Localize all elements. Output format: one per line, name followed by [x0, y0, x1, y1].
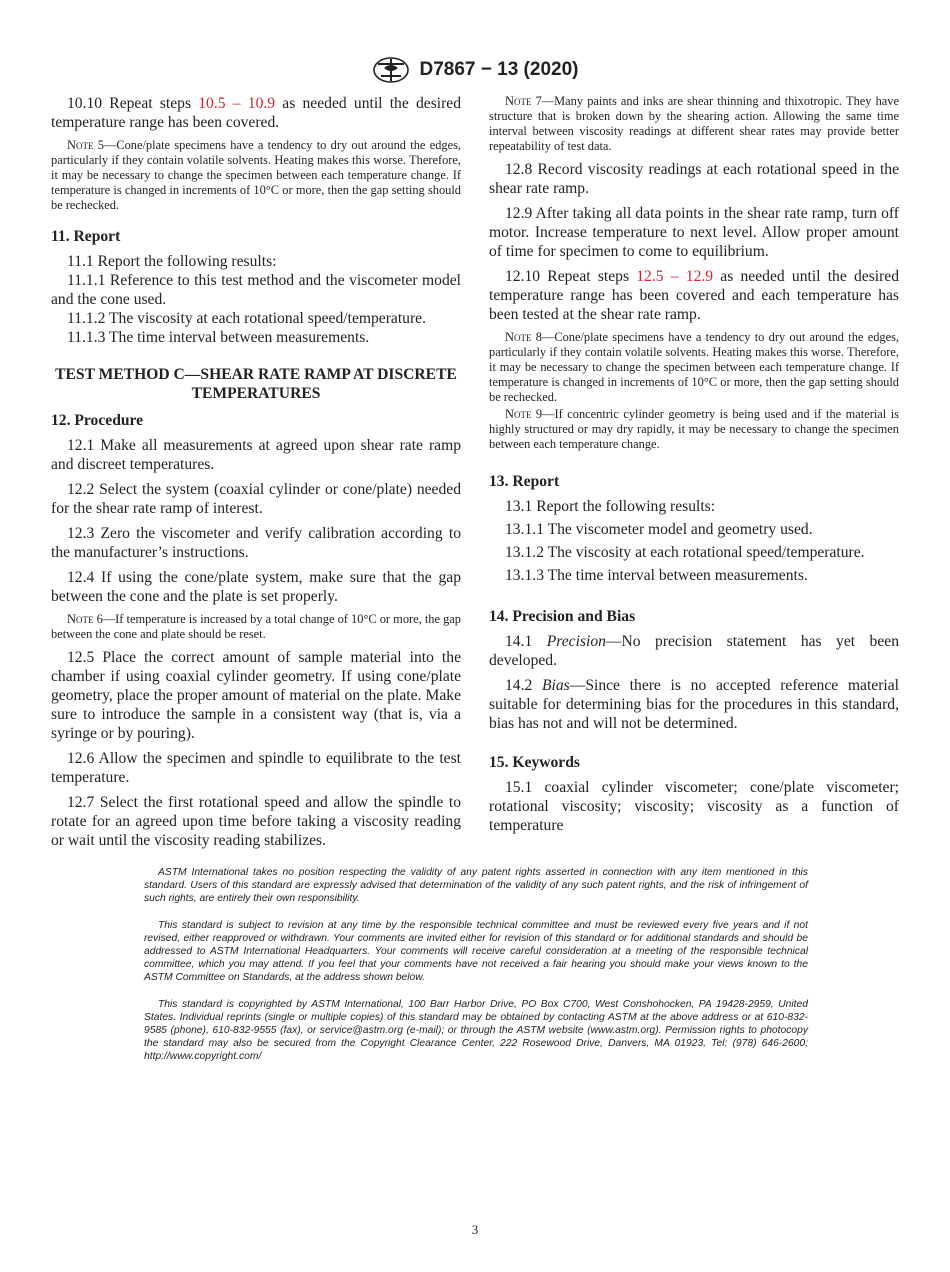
footer-revision-notice: This standard is subject to revision at any time by the responsible technical committee and must be reviewed every five years and if not revised, either reapproved or withdrawn. Your comments are invited either for revision of this standard or for additional standards and should be addressed to ASTM International Headquarters. Your comments will receive careful consideration at a meeting of the responsible technical committee, which you may attend. If you feel that your comments have not received a fair hearing you should make your views known to the ASTM Committee on Standards, at the address shown below. [144, 919, 808, 984]
page-number: 3 [471, 1222, 479, 1237]
para-13-1-3: 13.1.3 The time interval between measurements. [505, 567, 808, 584]
section-heading-11: 11. Report [51, 228, 121, 245]
para-12-2: 12.2 Select the system (coaxial cylinder or cone/plate) needed for the shear rate ramp of interest. [51, 481, 461, 517]
section-heading-14: 14. Precision and Bias [489, 608, 636, 625]
footer-copyright-notice: This standard is copyrighted by ASTM International, 100 Barr Harbor Drive, PO Box C700, West Conshohocken, PA 19428-2959, United States. Individual reprints (single or multiple copies) of this standard may be obtained by contacting ASTM at the above address or at 610-832-9585 (phone), 610-832-9555 (fax), or service@astm.org (e-mail); or through the ASTM website (www.astm.org). Permission rights to photocopy the standard may also be secured from the Copyright Clearance Center, 222 Rosewood Drive, Danvers, MA 01923, Tel: (978) 646-2600; http://www.copyright.com/ [144, 998, 808, 1063]
document-id: D7867 − 13 (2020) [419, 59, 579, 80]
para-14-1: 14.1 Precision—No precision statement has yet been developed. [489, 633, 899, 669]
para-11-1-2: 11.1.2 The viscosity at each rotational speed/temperature. [67, 310, 426, 327]
astm-logo-icon [372, 56, 410, 84]
para-12-10: 12.10 Repeat steps 12.5 – 12.9 as needed until the desired temperature range has been covered and each temperature has been tested at the shear rate ramp. [489, 268, 900, 323]
para-12-5: 12.5 Place the correct amount of sample material into the chamber if using coaxial cylinder geometry. If using cone/plate geometry, place the proper amount of material on the plate. Make sure to introduce the sample in a consistent way (that is, via a syringe or by pouring). [51, 649, 461, 742]
section-heading-13: 13. Report [489, 473, 560, 490]
para-14-2: 14.2 Bias—Since there is no accepted reference material suitable for determining bias for the procedures in this standard, bias has not and will not be determined. [489, 677, 899, 732]
para-12-4: 12.4 If using the cone/plate system, make sure that the gap between the cone and the plate is set properly. [51, 569, 461, 605]
page-header [0, 56, 950, 84]
note-7: Note 7—Many paints and inks are shear thinning and thixotropic. They have structure that is broken down by the shearing action. Allowing the same time interval between viscosity readings at different shear rates may provide better repeatability of test data. [489, 94, 899, 153]
para-11-1-3: 11.1.3 The time interval between measurements. [67, 329, 370, 346]
test-method-title: TEST METHOD C—SHEAR RATE RAMP AT DISCRETE TEMPERATURES [55, 366, 457, 402]
para-12-1: 12.1 Make all measurements at agreed upon shear rate ramp and discreet temperatures. [51, 437, 461, 473]
para-13-1-2: 13.1.2 The viscosity at each rotational speed/temperature. [505, 544, 865, 561]
left-column [51, 94, 461, 856]
para-12-3: 12.3 Zero the viscometer and verify calibration according to the manufacturer’s instructions. [51, 525, 461, 561]
right-column [489, 94, 899, 841]
note-9: Note 9—If concentric cylinder geometry is being used and if the material is highly structured or may dry rapidly, it may be necessary to change the specimen between each temperature change. [489, 407, 899, 451]
para-15-1: 15.1 coaxial cylinder viscometer; cone/plate viscometer; rotational viscosity; viscosity; viscosity as a function of temperature [489, 779, 899, 834]
footer-legal [144, 866, 808, 1064]
para-12-9: 12.9 After taking all data points in the shear rate ramp, turn off motor. Increase temperature to next level. Allow proper amount of time for specimen to come to equilibrium. [489, 205, 899, 260]
section-link[interactable]: 12.5 – 12.9 [636, 268, 714, 285]
para-12-7: 12.7 Select the first rotational speed and allow the spindle to rotate for an agreed upon time before taking a viscosity reading or wait until the viscosity reading stabilizes. [51, 794, 461, 849]
para-11-1-1: 11.1.1 Reference to this test method and the viscometer model and the cone used. [51, 272, 461, 308]
note-5: Note 5—Cone/plate specimens have a tendency to dry out around the edges, particularly if they contain volatile solvents. Heating makes this worse. Therefore, it may be necessary to change the specimen between each temperature change. If temperature is changed in increments of 10°C or more, then the gap setting should be rechecked. [51, 138, 461, 212]
para-11-1: 11.1 Report the following results: [67, 253, 277, 270]
para-12-6: 12.6 Allow the specimen and spindle to equilibrate to the test temperature. [51, 750, 461, 786]
section-heading-15: 15. Keywords [489, 754, 580, 771]
note-6: Note 6—If temperature is increased by a total change of 10°C or more, the gap between the cone and plate should be reset. [51, 612, 461, 641]
note-8: Note 8—Cone/plate specimens have a tendency to dry out around the edges, particularly if they contain volatile solvents. Heating makes this worse. Therefore, it may be necessary to change the specimen between each temperature change. If temperature is changed in increments of 10°C or more, then the gap setting should be rechecked. [489, 330, 899, 404]
para-12-8: 12.8 Record viscosity readings at each rotational speed in the shear rate ramp. [489, 161, 899, 197]
section-heading-12: 12. Procedure [51, 412, 144, 429]
section-link[interactable]: 10.5 – 10.9 [198, 95, 276, 112]
para-13-1: 13.1 Report the following results: [505, 498, 716, 515]
para-13-1-1: 13.1.1 The viscometer model and geometry used. [505, 521, 813, 538]
footer-patent-notice: ASTM International takes no position respecting the validity of any patent rights asserted in connection with any item mentioned in this standard. Users of this standard are expressly advised that determination of the validity of any such patent rights, and the risk of infringement of such rights, are entirely their own responsibility. [144, 867, 808, 905]
para-10-10: 10.10 Repeat steps 10.5 – 10.9 as needed until the desired temperature range has been covered. [51, 95, 462, 131]
